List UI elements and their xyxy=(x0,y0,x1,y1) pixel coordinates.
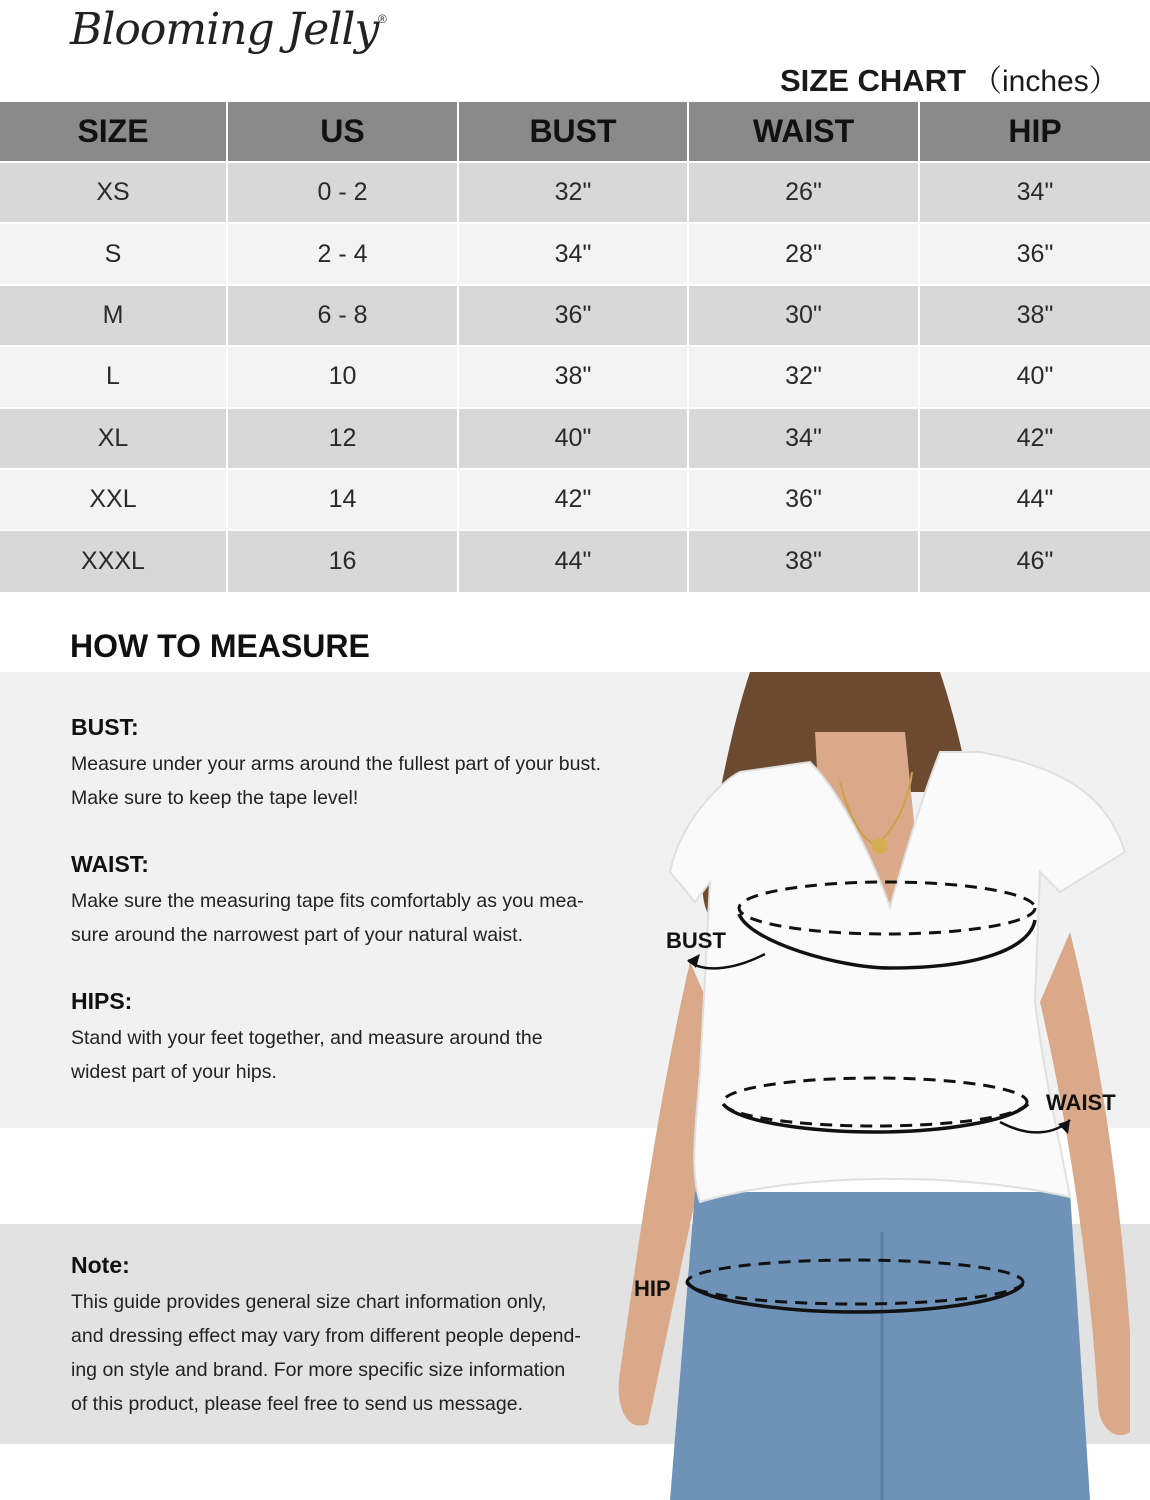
bust-heading: BUST: xyxy=(71,714,139,740)
waist-heading: WAIST: xyxy=(71,851,149,877)
cell-us: 6 - 8 xyxy=(227,285,458,346)
jeans-shape xyxy=(670,1192,1090,1500)
cell-us: 2 - 4 xyxy=(227,223,458,284)
hips-instructions xyxy=(71,988,651,1089)
cell-hip: 42" xyxy=(919,408,1150,469)
header-waist: WAIST xyxy=(688,102,919,162)
header-bust: BUST xyxy=(458,102,688,162)
pendant xyxy=(872,838,888,854)
how-to-measure-title: HOW TO MEASURE xyxy=(70,628,370,664)
waist-label: WAIST xyxy=(1046,1090,1116,1115)
hips-line-1: Stand with your feet together, and measure around the xyxy=(71,1027,543,1049)
cell-waist: 28" xyxy=(688,223,919,284)
cell-size: XL xyxy=(0,408,227,469)
note-block xyxy=(71,1252,631,1421)
waist-line-2: sure around the narrowest part of your natural waist. xyxy=(71,924,523,946)
cell-waist: 38" xyxy=(688,530,919,591)
cell-bust: 44" xyxy=(458,530,688,591)
bust-line-2: Make sure to keep the tape level! xyxy=(71,787,359,809)
cell-hip: 44" xyxy=(919,469,1150,530)
cell-hip: 40" xyxy=(919,346,1150,407)
header-us: US xyxy=(227,102,458,162)
cell-bust: 38" xyxy=(458,346,688,407)
cell-bust: 40" xyxy=(458,408,688,469)
cell-waist: 36" xyxy=(688,469,919,530)
cell-size: L xyxy=(0,346,227,407)
cell-size: S xyxy=(0,223,227,284)
cell-waist: 32" xyxy=(688,346,919,407)
brand-logo xyxy=(70,0,400,70)
note-line-3: ing on style and brand. For more specific size information xyxy=(71,1359,566,1381)
note-line-1: This guide provides general size chart information only, xyxy=(71,1291,547,1313)
cell-bust: 32" xyxy=(458,162,688,223)
cell-size: XS xyxy=(0,162,227,223)
cell-size: M xyxy=(0,285,227,346)
cell-us: 14 xyxy=(227,469,458,530)
note-line-2: and dressing effect may vary from different people depend- xyxy=(71,1325,581,1347)
cell-hip: 34" xyxy=(919,162,1150,223)
cell-waist: 30" xyxy=(688,285,919,346)
bust-label: BUST xyxy=(666,928,726,953)
hips-line-2: widest part of your hips. xyxy=(71,1061,277,1083)
header-hip: HIP xyxy=(919,102,1150,162)
waist-instructions xyxy=(71,851,651,952)
note-heading: Note: xyxy=(71,1252,130,1278)
cell-size: XXXL xyxy=(0,530,227,591)
logo-text: Blooming Jelly xyxy=(70,4,379,55)
bust-instructions xyxy=(71,714,651,815)
cell-waist: 34" xyxy=(688,408,919,469)
size-chart-table xyxy=(0,102,1150,592)
table-row xyxy=(0,530,1150,591)
registered-mark: ® xyxy=(378,12,387,26)
table-row xyxy=(0,162,1150,223)
bust-line-1: Measure under your arms around the fullest part of your bust. xyxy=(71,753,602,775)
hips-heading: HIPS: xyxy=(71,988,133,1014)
cell-us: 10 xyxy=(227,346,458,407)
size-chart-unit: （inches） xyxy=(972,65,1119,98)
cell-us: 16 xyxy=(227,530,458,591)
cell-waist: 26" xyxy=(688,162,919,223)
table-row xyxy=(0,469,1150,530)
cell-us: 12 xyxy=(227,408,458,469)
table-header-row xyxy=(0,102,1150,162)
header-size: SIZE xyxy=(0,102,227,162)
waist-line-1: Make sure the measuring tape fits comfortably as you mea- xyxy=(71,890,584,912)
cell-bust: 42" xyxy=(458,469,688,530)
table-row xyxy=(0,285,1150,346)
cell-hip: 38" xyxy=(919,285,1150,346)
cell-us: 0 - 2 xyxy=(227,162,458,223)
table-row xyxy=(0,223,1150,284)
cell-bust: 34" xyxy=(458,223,688,284)
cell-size: XXL xyxy=(0,469,227,530)
table-row xyxy=(0,346,1150,407)
note-line-4: of this product, please feel free to send us message. xyxy=(71,1393,524,1415)
model-illustration xyxy=(600,672,1150,1500)
size-chart-title-text: SIZE CHART xyxy=(780,63,966,98)
cell-bust: 36" xyxy=(458,285,688,346)
cell-hip: 36" xyxy=(919,223,1150,284)
hip-label: HIP xyxy=(634,1276,671,1301)
table-row xyxy=(0,408,1150,469)
size-chart-title xyxy=(780,56,1119,100)
cell-hip: 46" xyxy=(919,530,1150,591)
